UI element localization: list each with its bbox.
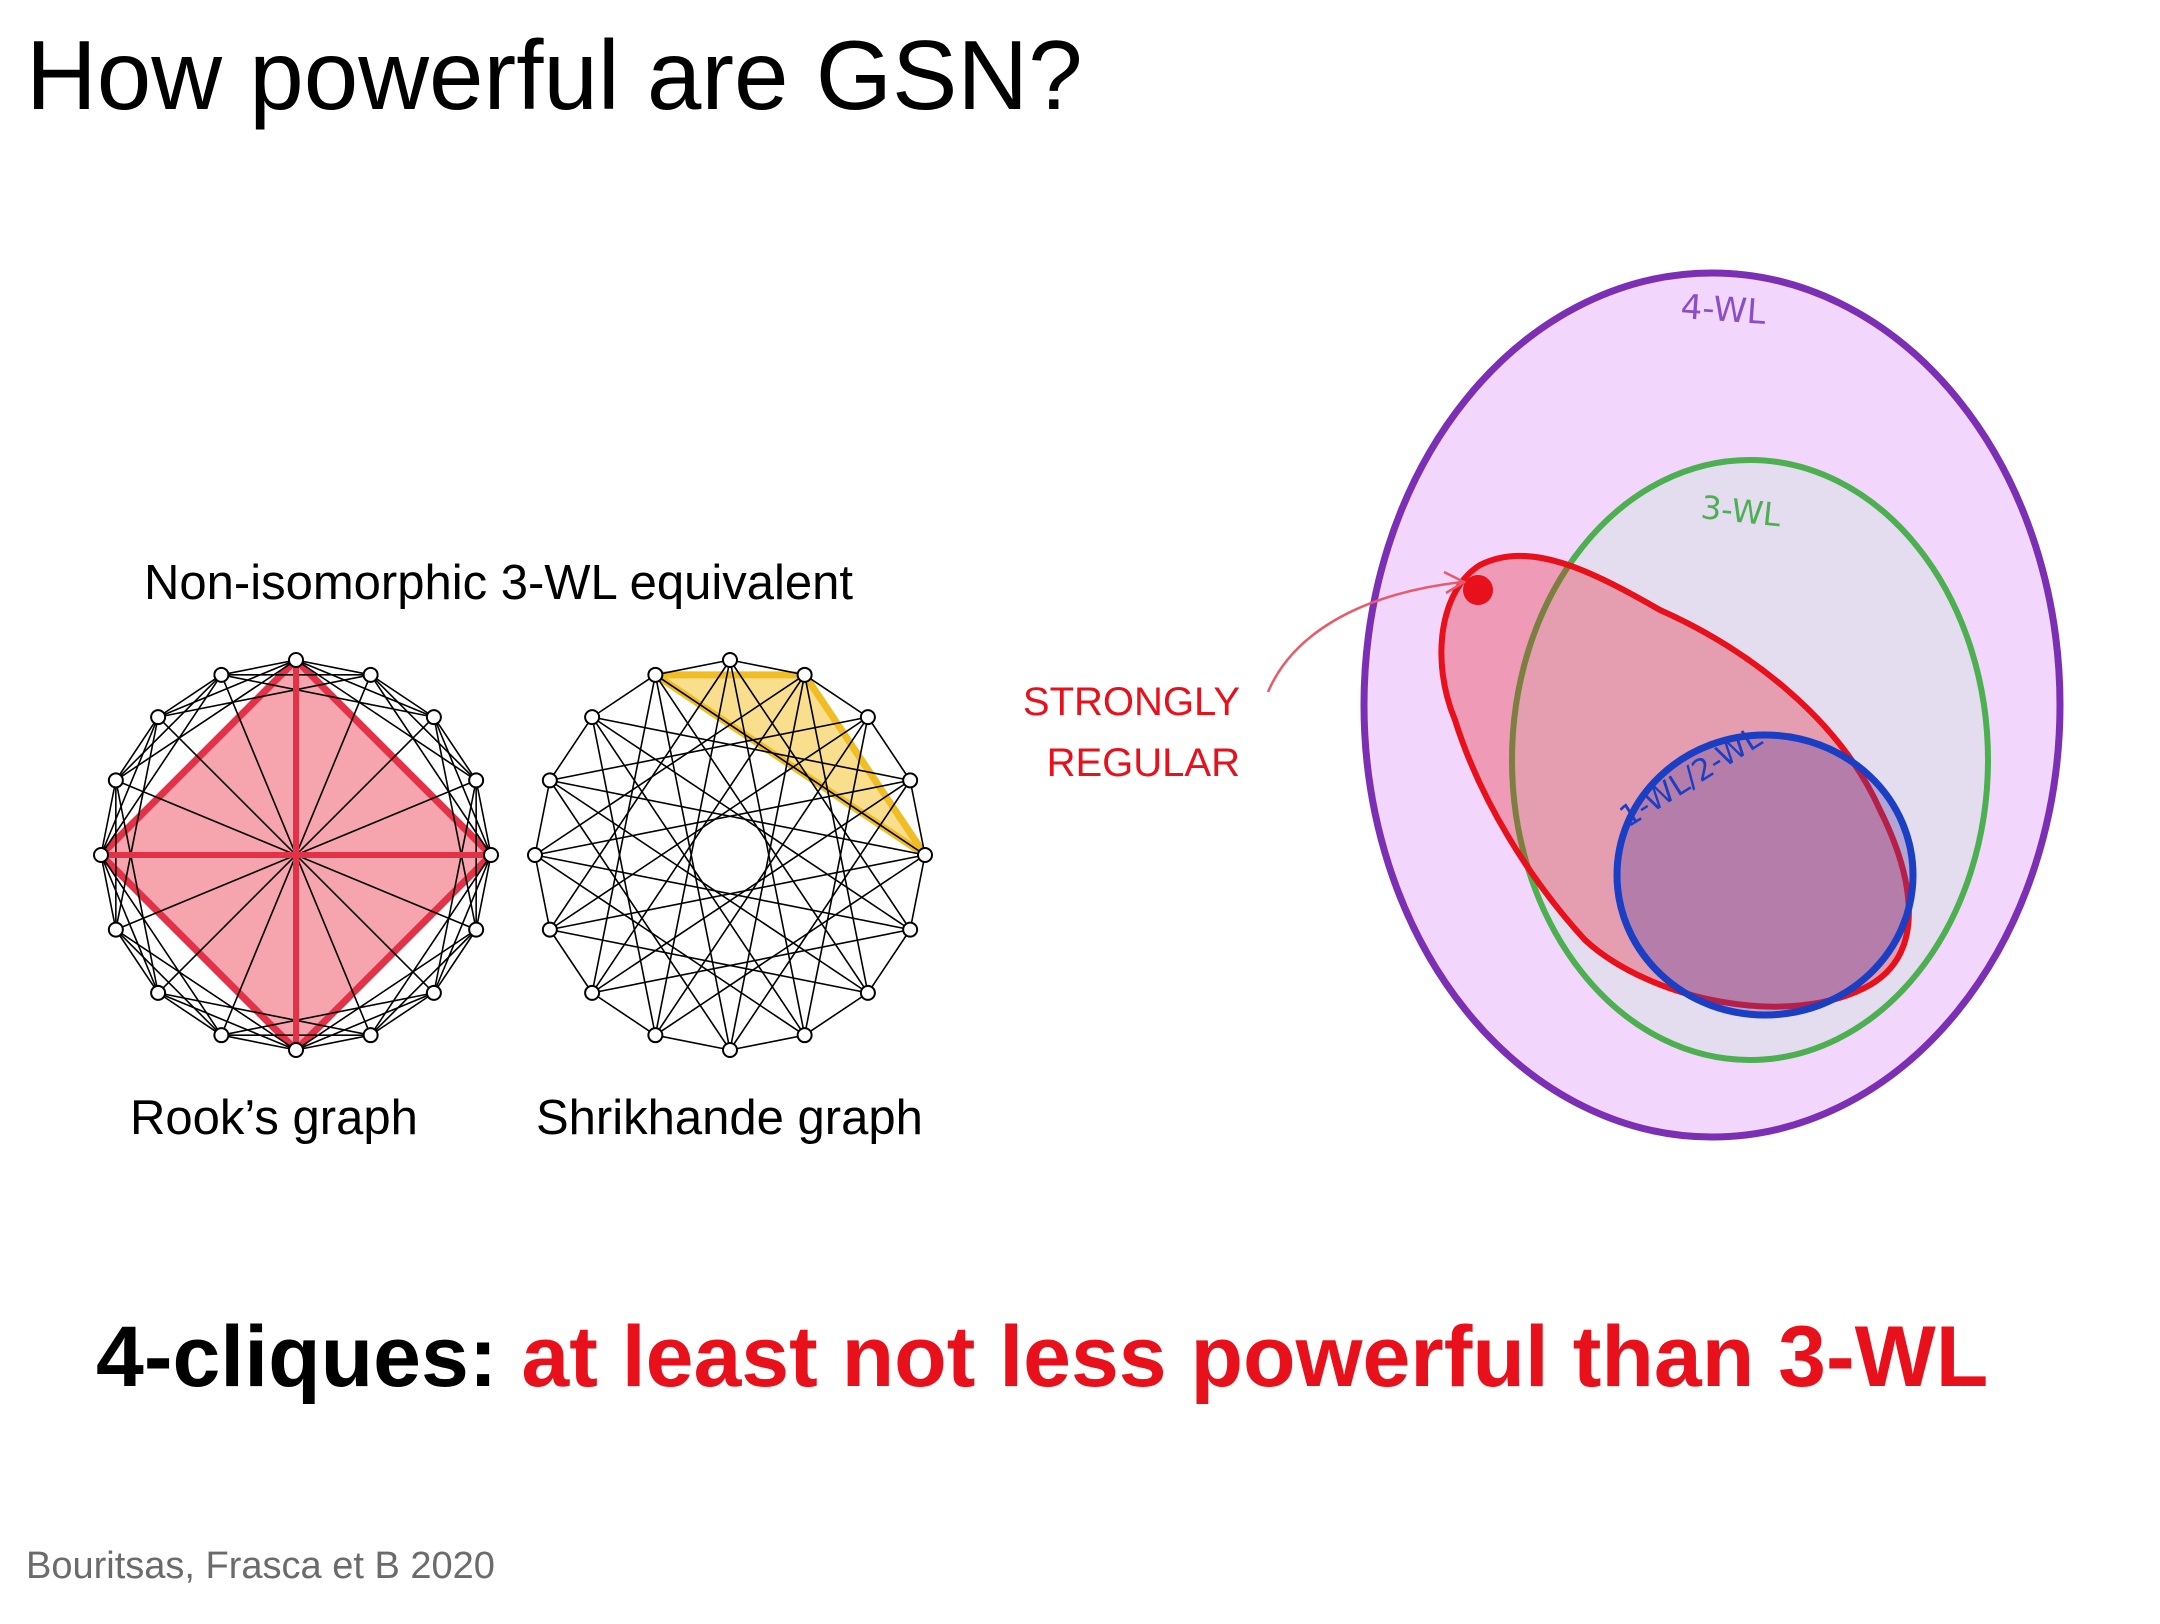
rooks-vertex <box>94 848 108 862</box>
shrikhande-vertex <box>585 986 599 1000</box>
shrikhande-vertex <box>723 653 737 667</box>
rooks-vertex <box>364 668 378 682</box>
shrikhande-vertex <box>723 1043 737 1057</box>
rooks-vertex <box>214 1028 228 1042</box>
rooks-vertex <box>109 923 123 937</box>
rooks-vertex <box>469 923 483 937</box>
conclusion-highlight: at least not less powerful than 3-WL <box>521 1309 1989 1405</box>
rooks-graph-diagram <box>90 640 510 1060</box>
shrikhande-graph-label: Shrikhande graph <box>536 1091 923 1145</box>
shrikhande-vertex <box>543 923 557 937</box>
rooks-vertex <box>427 710 441 724</box>
rooks-vertex <box>427 986 441 1000</box>
shrikhande-vertex <box>585 710 599 724</box>
shrikhande-vertex <box>861 986 875 1000</box>
shrikhande-vertex <box>903 923 917 937</box>
shrikhande-vertex <box>648 668 662 682</box>
shrikhande-vertex <box>798 668 812 682</box>
citation: Bouritsas, Frasca et B 2020 <box>26 1545 495 1587</box>
strongly-regular-label <box>960 672 1240 794</box>
rooks-vertex <box>469 773 483 787</box>
rooks-vertex <box>364 1028 378 1042</box>
strongly-regular-line-1: STRONGLY <box>1022 680 1240 724</box>
shrikhande-vertex <box>648 1028 662 1042</box>
strongly-regular-dot <box>1463 575 1493 605</box>
shrikhande-vertex <box>543 773 557 787</box>
rooks-graph-label: Rook’s graph <box>130 1091 418 1145</box>
conclusion-prefix: 4-cliques: <box>96 1309 498 1405</box>
rooks-vertex <box>214 668 228 682</box>
rooks-vertex <box>151 710 165 724</box>
venn-4wl-label: 4-WL <box>1679 287 1768 333</box>
shrikhande-graph-diagram <box>522 640 942 1060</box>
rooks-vertex <box>289 1043 303 1057</box>
shrikhande-vertex <box>903 773 917 787</box>
rooks-vertex <box>484 848 498 862</box>
rooks-vertex <box>151 986 165 1000</box>
shrikhande-vertex <box>528 848 542 862</box>
venn-1wl-2wl-label: 1-WL/2-WL <box>1613 720 1769 835</box>
conclusion-line <box>96 1308 1988 1407</box>
shrikhande-vertex <box>861 710 875 724</box>
rooks-vertex <box>109 773 123 787</box>
wl-hierarchy-venn-diagram <box>1230 240 2130 1160</box>
strongly-regular-line-2: REGULAR <box>1046 741 1240 785</box>
shrikhande-vertex <box>918 848 932 862</box>
shrikhande-vertex <box>798 1028 812 1042</box>
graphs-caption: Non-isomorphic 3-WL equivalent <box>144 556 853 610</box>
venn-3wl-label: 3-WL <box>1699 488 1783 535</box>
page-title: How powerful are GSN? <box>26 20 1083 130</box>
rooks-vertex <box>289 653 303 667</box>
